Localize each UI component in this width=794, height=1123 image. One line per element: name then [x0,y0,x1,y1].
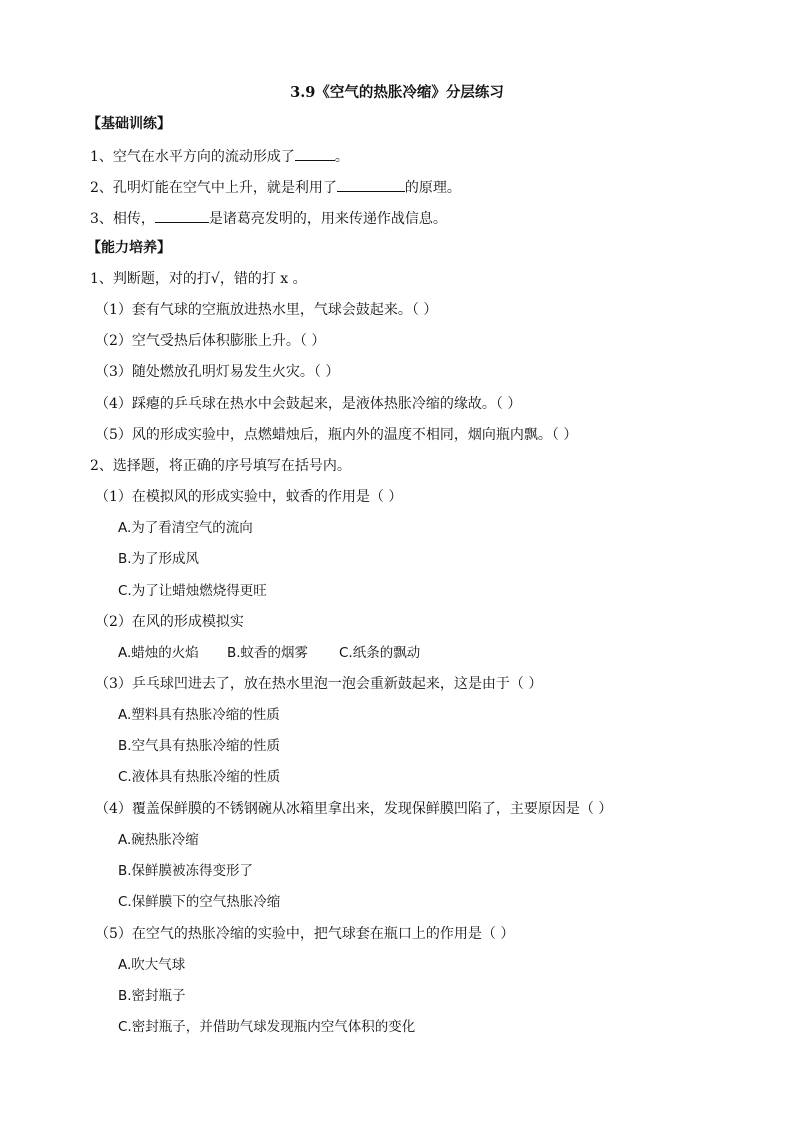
fill-question-2 [90,177,461,197]
mc-question-3-option-c: C.液体具有热胀冷缩的性质 [118,769,281,785]
mc-question-3-stem: （3）乒乓球凹进去了，放在热水里泡一泡会重新鼓起来，这是由于（ ） [95,676,543,692]
mc-question-2-option-c: C.纸条的飘动 [339,645,421,661]
question-text-end: 。 [334,149,349,165]
fill-question-1 [90,146,349,166]
mc-question-3-option-b: B.空气具有热胀冷缩的性质 [118,738,281,754]
true-false-item-5: （5）风的形成实验中，点燃蜡烛后，瓶内外的温度不相同，烟向瓶内飘。（ ） [95,427,578,443]
true-false-prompt: 1、判断题，对的打√，错的打 x 。 [90,271,307,287]
mc-question-3-option-a: A.塑料具有热胀冷缩的性质 [118,707,280,723]
question-text-end: 的原理。 [404,180,461,196]
mc-question-5-option-a: A.吹大气球 [118,957,186,973]
true-false-item-3: （3）随处燃放孔明灯易发生火灾。（ ） [95,364,340,380]
mc-question-1-stem: （1）在模拟风的形成实验中，蚊香的作用是（ ） [95,489,403,505]
question-text-end: 是诸葛亮发明的，用来传递作战信息。 [208,211,447,227]
mc-question-2-option-a: A.蜡烛的火焰 [118,645,199,661]
multiple-choice-prompt: 2、选择题，将正确的序号填写在括号内。 [90,458,351,474]
mc-question-4-option-a: A.碗热胀冷缩 [118,832,199,848]
mc-question-2-stem: （2）在风的形成模拟实 [95,614,244,630]
mc-question-4-stem: （4）覆盖保鲜膜的不锈钢碗从冰箱里拿出来，发现保鲜膜凹陷了，主要原因是（ ） [95,801,613,817]
question-text: 3、相传， [90,211,155,227]
true-false-item-2: （2）空气受热后体积膨胀上升。（ ） [95,333,326,349]
section-heading-ability: 【能力培养】 [87,240,171,256]
mc-question-5-stem: （5）在空气的热胀冷缩的实验中，把气球套在瓶口上的作用是（ ） [95,926,515,942]
section-heading-basic: 【基础训练】 [87,116,171,132]
question-text: 1、空气在水平方向的流动形成了 [90,149,295,165]
true-false-item-4: （4）踩瘪的乒乓球在热水中会鼓起来，是液体热胀冷缩的缘故。（ ） [95,396,522,412]
true-false-item-1: （1）套有气球的空瓶放进热水里，气球会鼓起来。（ ） [95,302,438,318]
mc-question-2-option-b: B.蚊香的烟雾 [227,645,309,661]
page-title: 3.9《空气的热胀冷缩》分层练习 [290,84,504,101]
mc-question-1-option-b: B.为了形成风 [118,551,200,567]
answer-blank[interactable] [337,177,405,192]
mc-question-4-option-c: C.保鲜膜下的空气热胀冷缩 [118,894,281,910]
mc-question-4-option-b: B.保鲜膜被冻得变形了 [118,863,254,879]
mc-question-5-option-c: C.密封瓶子，并借助气球发现瓶内空气体积的变化 [118,1019,416,1035]
answer-blank[interactable] [295,146,335,161]
mc-question-5-option-b: B.密封瓶子 [118,988,186,1004]
mc-question-2-options [118,644,420,662]
answer-blank[interactable] [155,208,209,223]
question-text: 2、孔明灯能在空气中上升，就是利用了 [90,180,337,196]
mc-question-1-option-a: A.为了看清空气的流向 [118,520,253,536]
fill-question-3 [90,208,447,228]
mc-question-1-option-c: C.为了让蜡烛燃烧得更旺 [118,583,267,599]
